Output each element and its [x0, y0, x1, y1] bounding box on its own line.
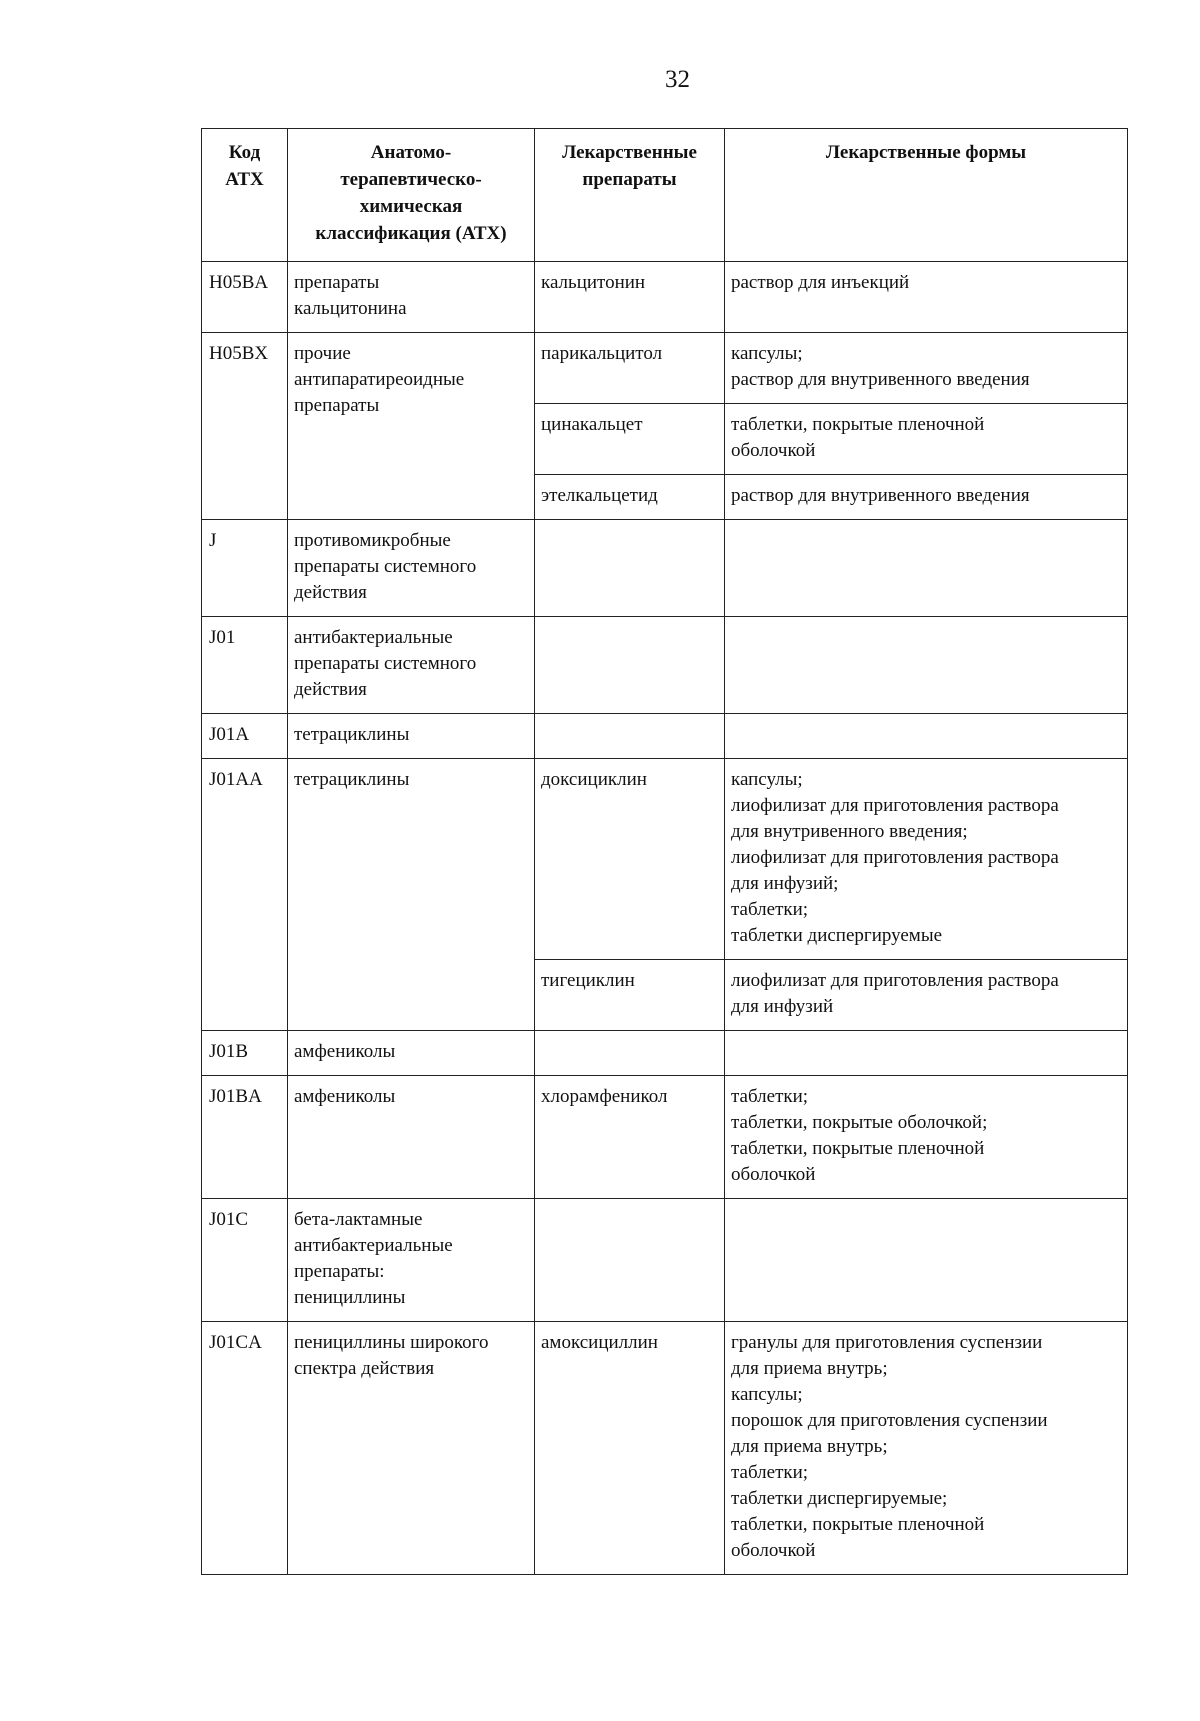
- table-header-row: [202, 129, 1128, 262]
- header-dosage-forms: Лекарственные формы: [725, 129, 1128, 262]
- drug-name-cell: [535, 714, 725, 759]
- atc-code-cell: J01BA: [202, 1076, 288, 1199]
- atc-classification-cell: амфениколы: [288, 1031, 535, 1076]
- atc-code-cell: H05BA: [202, 262, 288, 333]
- atc-classification-cell: тетрациклины: [288, 759, 535, 1031]
- table-row: [202, 1076, 1128, 1199]
- atc-code-cell: J01A: [202, 714, 288, 759]
- drug-name-cell: кальцитонин: [535, 262, 725, 333]
- dosage-forms-cell: таблетки, покрытые пленочной оболочкой: [725, 404, 1128, 475]
- dosage-forms-cell: [725, 520, 1128, 617]
- drug-name-cell: цинакальцет: [535, 404, 725, 475]
- drug-name-cell: хлорамфеникол: [535, 1076, 725, 1199]
- table-row: [202, 1322, 1128, 1575]
- atc-code-cell: J01CA: [202, 1322, 288, 1575]
- dosage-forms-cell: лиофилизат для приготовления раствора для инфузий: [725, 960, 1128, 1031]
- drug-name-cell: [535, 1031, 725, 1076]
- drug-name-cell: доксициклин: [535, 759, 725, 960]
- atc-classification-cell: противомикробные препараты системного действия: [288, 520, 535, 617]
- dosage-forms-cell: [725, 714, 1128, 759]
- table-row: [202, 333, 1128, 404]
- atc-code-cell: J01AA: [202, 759, 288, 1031]
- drug-name-cell: [535, 617, 725, 714]
- dosage-forms-cell: [725, 1031, 1128, 1076]
- dosage-forms-cell: таблетки; таблетки, покрытые оболочкой; таблетки, покрытые пленочной оболочкой: [725, 1076, 1128, 1199]
- header-atc-classification: Анатомо- терапевтическо- химическая классификация (АТХ): [288, 129, 535, 262]
- atc-code-cell: J01B: [202, 1031, 288, 1076]
- atc-code-cell: H05BX: [202, 333, 288, 520]
- atc-code-cell: J01: [202, 617, 288, 714]
- table-row: [202, 1031, 1128, 1076]
- table-row: [202, 759, 1128, 960]
- atc-classification-cell: тетрациклины: [288, 714, 535, 759]
- dosage-forms-cell: раствор для инъекций: [725, 262, 1128, 333]
- atc-classification-cell: пенициллины широкого спектра действия: [288, 1322, 535, 1575]
- atc-classification-cell: прочие антипаратиреоидные препараты: [288, 333, 535, 520]
- table-row: [202, 617, 1128, 714]
- atc-classification-cell: препараты кальцитонина: [288, 262, 535, 333]
- drug-name-cell: [535, 1199, 725, 1322]
- dosage-forms-cell: гранулы для приготовления суспензии для приема внутрь; капсулы; порошок для приготовления суспензии для приема внутрь; таблетки; таблетки диспергируемые; таблетки, покрытые пленочной оболочкой: [725, 1322, 1128, 1575]
- table-row: [202, 1199, 1128, 1322]
- dosage-forms-cell: капсулы; лиофилизат для приготовления раствора для внутривенного введения; лиофилизат для приготовления раствора для инфузий; таблетки; таблетки диспергируемые: [725, 759, 1128, 960]
- atc-classification-cell: бета-лактамные антибактериальные препараты: пенициллины: [288, 1199, 535, 1322]
- drug-name-cell: амоксициллин: [535, 1322, 725, 1575]
- dosage-forms-cell: раствор для внутривенного введения: [725, 475, 1128, 520]
- table-row: [202, 714, 1128, 759]
- page-number: 32: [665, 66, 690, 93]
- dosage-forms-cell: капсулы; раствор для внутривенного введения: [725, 333, 1128, 404]
- header-drugs: Лекарственные препараты: [535, 129, 725, 262]
- drug-name-cell: этелкальцетид: [535, 475, 725, 520]
- table-body: [202, 262, 1128, 1575]
- drug-name-cell: парикальцитол: [535, 333, 725, 404]
- atc-code-cell: J: [202, 520, 288, 617]
- table-row: [202, 262, 1128, 333]
- dosage-forms-cell: [725, 1199, 1128, 1322]
- table-row: [202, 520, 1128, 617]
- drug-name-cell: [535, 520, 725, 617]
- header-atc-code: Код АТХ: [202, 129, 288, 262]
- dosage-forms-cell: [725, 617, 1128, 714]
- atc-classification-cell: антибактериальные препараты системного действия: [288, 617, 535, 714]
- atc-classification-cell: амфениколы: [288, 1076, 535, 1199]
- atc-code-cell: J01C: [202, 1199, 288, 1322]
- drug-name-cell: тигециклин: [535, 960, 725, 1031]
- atc-table: [201, 128, 1128, 1575]
